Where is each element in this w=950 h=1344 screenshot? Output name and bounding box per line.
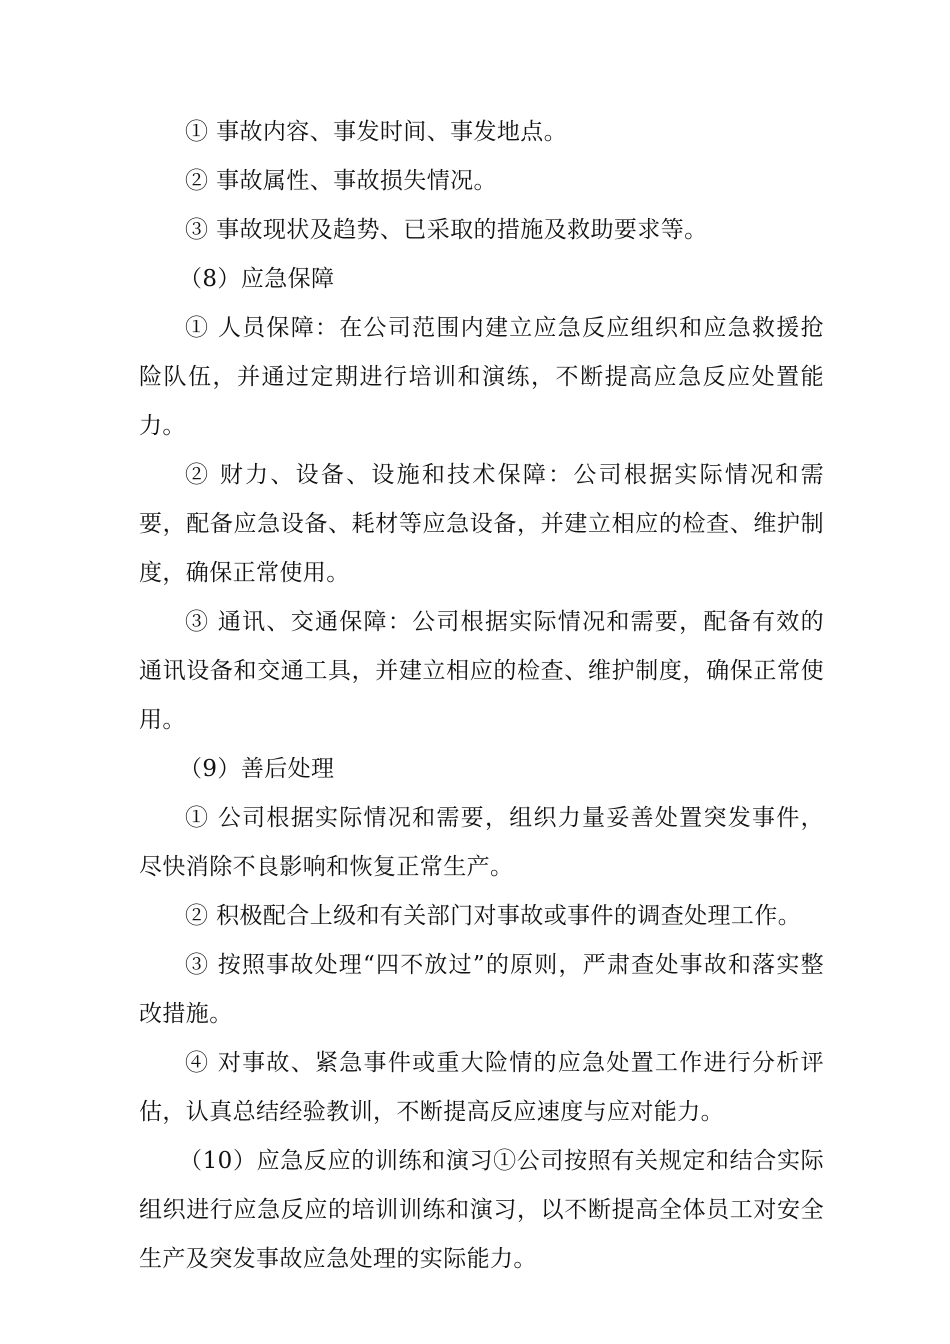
- item-evaluation: ④ 对事故、紧急事件或重大险情的应急处置工作进行分析评估，认真总结经验教训，不断提高反应速度与应对能力。: [139, 1050, 824, 1125]
- section-heading-emergency-support: （8）应急保障: [179, 266, 335, 292]
- section-training-drills: （10）应急反应的训练和演习①公司按照有关规定和结合实际组织进行应急反应的培训训练和演习，以不断提高全体员工对安全生产及突发事故应急处理的实际能力。: [139, 1148, 824, 1272]
- item-financial-equipment-support: ② 财力、设备、设施和技术保障：公司根据实际情况和需要，配备应急设备、耗材等应急设备，并建立相应的检查、维护制度，确保正常使用。: [139, 462, 824, 586]
- section-heading-aftermath: （9）善后处理: [179, 756, 335, 782]
- item-four-principles: ③ 按照事故处理“四不放过”的原则，严肃查处事故和落实整改措施。: [139, 952, 824, 1027]
- item-handle-incident: ① 公司根据实际情况和需要，组织力量妥善处置突发事件，尽快消除不良影响和恢复正常生产。: [139, 805, 824, 880]
- document-page: [139, 108, 824, 1284]
- item-accident-content: ① 事故内容、事发时间、事发地点。: [185, 119, 568, 145]
- item-communication-transport-support: ③ 通讯、交通保障：公司根据实际情况和需要，配备有效的通讯设备和交通工具，并建立相应的检查、维护制度，确保正常使用。: [139, 609, 824, 733]
- item-accident-attribute: ② 事故属性、事故损失情况。: [185, 168, 497, 194]
- item-cooperate-investigation: ② 积极配合上级和有关部门对事故或事件的调查处理工作。: [185, 903, 802, 929]
- item-accident-status: ③ 事故现状及趋势、已采取的措施及救助要求等。: [185, 217, 708, 243]
- item-personnel-support: ① 人员保障：在公司范围内建立应急反应组织和应急救援抢险队伍，并通过定期进行培训和演练，不断提高应急反应处置能力。: [139, 315, 824, 439]
